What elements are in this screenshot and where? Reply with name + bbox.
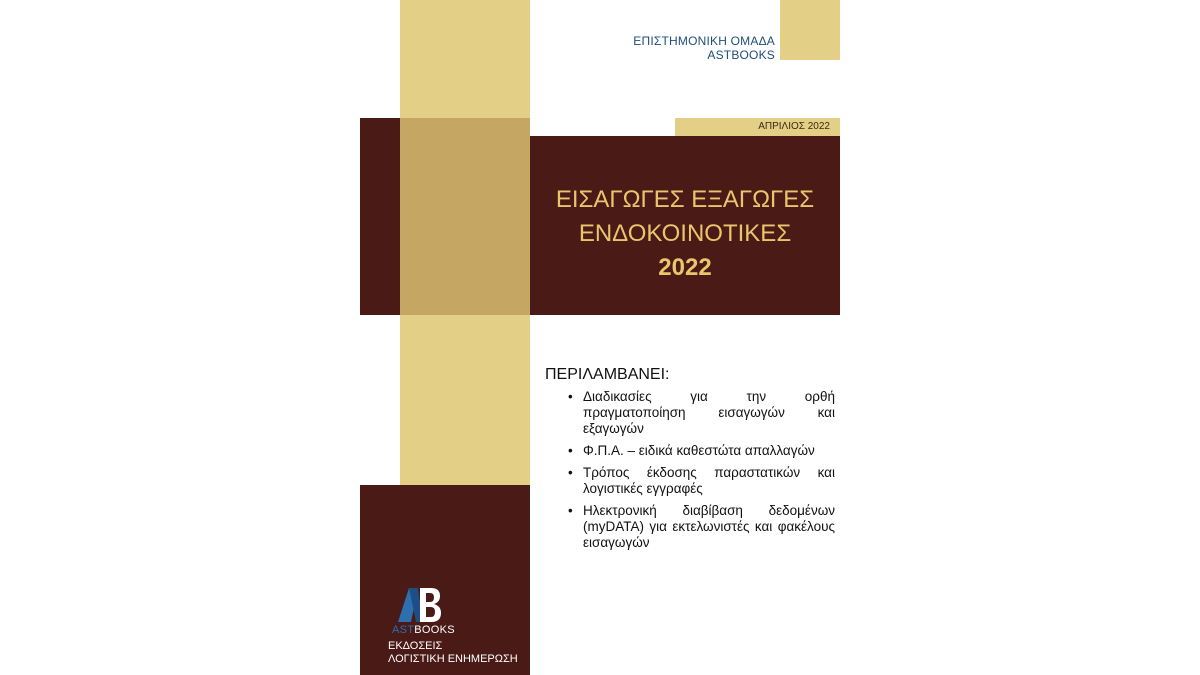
bullet-icon: • [568,503,573,518]
title-line-2: ΕΝΔΟΚΟΙΝΟΤΙΚΕΣ [578,220,792,247]
bullet-icon: • [568,389,573,404]
contents-summary [545,365,835,557]
decorative-gold-middle-block [400,118,530,315]
logo-subtitle-line-1: ΕΚΔΟΣΕΙΣ [388,640,443,652]
bullet-icon: • [568,443,573,458]
decorative-maroon-left-block [360,118,400,315]
list-item [545,465,835,497]
publication-date: ΑΠΡΙΛΙΟΣ 2022 [758,121,830,132]
logo-subtitle-line-2: ΛΟΓΙΣΤΙΚΗ ΕΝΗΜΕΡΩΣΗ [388,653,518,665]
includes-heading: ΠΕΡΙΛΑΜΒΑΝΕΙ: [545,366,670,383]
decorative-top-strip [400,0,530,120]
list-item [545,389,835,437]
title-line-1: ΕΙΣΑΓΩΓΕΣ ΕΞΑΓΩΓΕΣ [555,186,815,213]
logo-word-part-1: AST [392,624,415,636]
list-item [545,503,835,551]
list-item-text: Φ.Π.Α. – ειδικά καθεστώτα απαλλαγών [583,443,815,458]
publisher-line-1: ΕΠΙΣΤΗΜΟΝΙΚΗ ΟΜΑΔΑ [633,34,775,48]
decorative-top-square [780,0,840,60]
list-item-text: Ηλεκτρονική διαβίβαση δεδομένων (myDATA) για εκτελωνιστές και φακέλους εισαγωγών [583,503,835,550]
logo-wordmark [392,624,528,636]
list-item [545,443,835,459]
includes-list [545,389,835,551]
logo-word-part-2: BOOKS [414,624,455,636]
book-title [530,183,840,285]
decorative-lower-strip [400,315,530,485]
publisher-credit [565,34,775,62]
publisher-logo [388,585,528,666]
list-item-text: Διαδικασίες για την ορθή πραγματοποίηση εισαγωγών και εξαγωγών [583,389,835,436]
astbooks-logo-icon [396,585,442,623]
list-item-text: Τρόπος έκδοσης παραστατικών και λογιστικές εγγραφές [583,465,835,496]
publisher-line-2: ASTBOOKS [707,48,775,62]
logo-subtitle [388,640,528,666]
bullet-icon: • [568,465,573,480]
title-year: 2022 [658,254,712,281]
book-cover [360,0,840,675]
